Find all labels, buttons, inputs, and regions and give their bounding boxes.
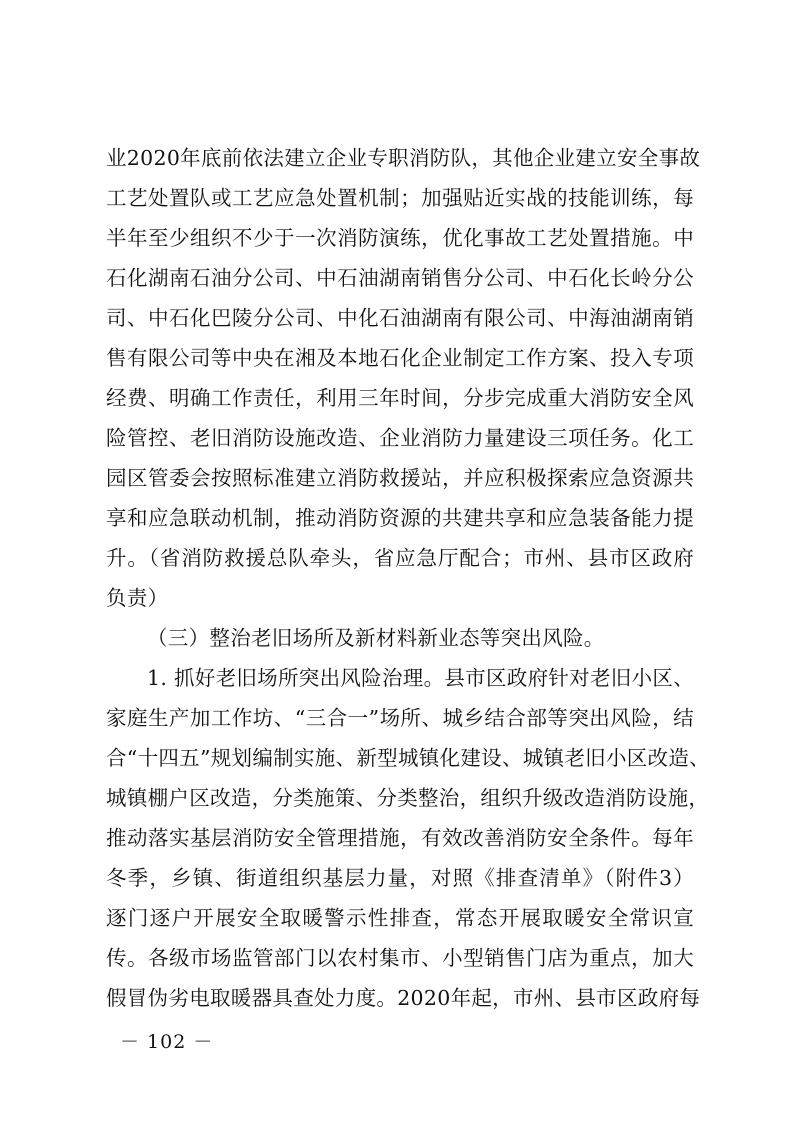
section-heading: （三）整治老旧场所及新材料新业态等突出风险。	[147, 626, 605, 650]
text-line: 假冒伪劣电取暖器具查处力度。2020年起，市州、县市区政府每	[106, 986, 701, 1010]
text-line: 享和应急联动机制，推动消防资源的共建共享和应急装备能力提	[106, 506, 694, 530]
text-line: 合“十四五”规划编制实施、新型城镇化建设、城镇老旧小区改造、	[106, 746, 710, 770]
text-line: 工艺处置队或工艺应急处置机制；加强贴近实战的技能训练，每	[106, 186, 694, 210]
text-line: 传。各级市场监管部门以农村集市、小型销售门店为重点，加大	[106, 946, 694, 970]
text-line: 险管控、老旧消防设施改造、企业消防力量建设三项任务。化工	[106, 426, 694, 450]
text-line: 家庭生产加工作坊、“三合一”场所、城乡结合部等突出风险，结	[106, 706, 694, 730]
text-line: 冬季，乡镇、街道组织基层力量，对照《排查清单》（附件3）	[106, 866, 694, 890]
text-line: 负责）	[106, 586, 169, 610]
text-line: 园区管委会按照标准建立消防救援站，并应积极探索应急资源共	[106, 466, 694, 490]
text-line: 经费、明确工作责任，利用三年时间，分步完成重大消防安全风	[106, 386, 694, 410]
text-line: 司、中石化巴陵分公司、中化石油湖南有限公司、中海油湖南销	[106, 306, 694, 330]
text-line: 1. 抓好老旧场所突出风险治理。县市区政府针对老旧小区、	[147, 666, 694, 690]
text-line: 升。（省消防救援总队牵头，省应急厅配合；市州、县市区政府	[106, 546, 694, 570]
text-line: 推动落实基层消防安全管理措施，有效改善消防安全条件。每年	[106, 826, 694, 850]
text-line: 售有限公司等中央在湘及本地石化企业制定工作方案、投入专项	[106, 346, 694, 370]
text-line: 逐门逐户开展安全取暖警示性排查，常态开展取暖安全常识宣	[106, 906, 694, 930]
text-line: 业2020年底前依法建立企业专职消防队，其他企业建立安全事故	[106, 146, 701, 170]
text-line: 半年至少组织不少于一次消防演练，优化事故工艺处置措施。中	[106, 226, 694, 250]
page-number: － 102 －	[120, 1031, 214, 1053]
body-text	[106, 138, 710, 1018]
text-line: 石化湖南石油分公司、中石油湖南销售分公司、中石化长岭分公	[106, 266, 694, 290]
text-line: 城镇棚户区改造，分类施策、分类整治，组织升级改造消防设施，	[106, 786, 710, 810]
